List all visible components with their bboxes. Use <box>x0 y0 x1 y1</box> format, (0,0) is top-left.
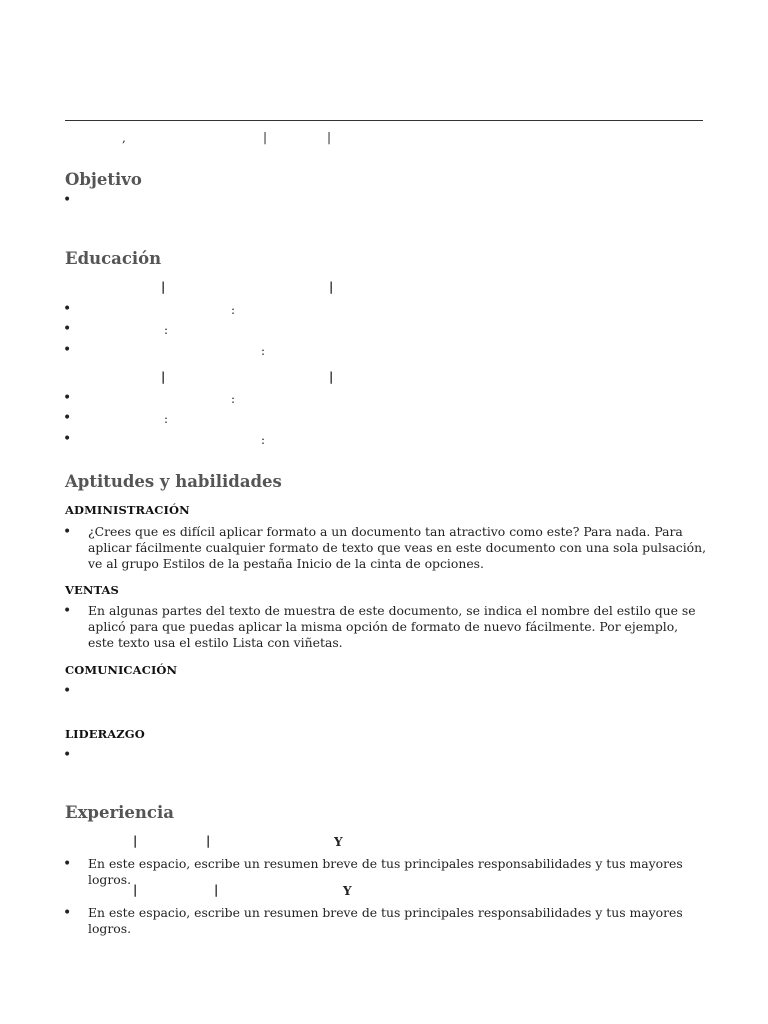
experience-marker-y: Y <box>343 884 352 898</box>
bullet-marker: • <box>63 856 72 872</box>
contact-comma: , <box>122 131 126 145</box>
skill-label-administracion: ADMINISTRACIÓN <box>65 503 190 517</box>
education-colon: : <box>231 303 236 317</box>
section-title-objetivo: Objetivo <box>65 170 142 189</box>
bullet-marker: • <box>63 192 72 208</box>
bullet-marker: • <box>63 301 72 317</box>
skill-label-comunicacion: COMUNICACIÓN <box>65 663 178 677</box>
bullet-marker: • <box>63 390 72 406</box>
experience-separator: | <box>133 883 138 897</box>
contact-separator: | <box>327 130 332 144</box>
experience-separator: | <box>214 883 219 897</box>
skill-text-administracion: ¿Crees que es difícil aplicar formato a un documento tan atractivo como este? Para nada. Para aplicar fácilmente cualquier formato de texto que veas en este documento con una sola pulsación, ve al grupo Estilos de la pestaña Inicio de la cinta de opciones. <box>88 524 707 571</box>
section-title-aptitudes: Aptitudes y habilidades <box>65 472 282 491</box>
bullet-marker: • <box>63 342 72 358</box>
bullet-marker: • <box>63 321 72 337</box>
experience-separator: | <box>206 834 211 848</box>
experience-separator: | <box>133 834 138 848</box>
section-title-educacion: Educación <box>65 249 162 268</box>
education-separator: | <box>329 370 334 384</box>
education-colon: : <box>231 392 236 406</box>
experience-summary: En este espacio, escribe un resumen breve de tus principales responsabilidades y tus mayores logros. <box>88 856 683 887</box>
education-colon: : <box>164 323 169 337</box>
bullet-marker: • <box>63 747 72 763</box>
contact-separator: | <box>263 130 268 144</box>
bullet-marker: • <box>63 905 72 921</box>
education-separator: | <box>329 280 334 294</box>
bullet-marker: • <box>63 603 72 619</box>
education-separator: | <box>161 280 166 294</box>
header-divider <box>65 120 703 121</box>
bullet-marker: • <box>63 410 72 426</box>
education-colon: : <box>164 412 169 426</box>
bullet-marker: • <box>63 524 72 540</box>
experience-summary: En este espacio, escribe un resumen breve de tus principales responsabilidades y tus mayores logros. <box>88 905 683 936</box>
section-title-experiencia: Experiencia <box>65 803 174 822</box>
experience-marker-y: Y <box>334 835 343 849</box>
skill-label-ventas: VENTAS <box>65 583 119 597</box>
education-colon: : <box>261 344 266 358</box>
education-colon: : <box>261 433 266 447</box>
skill-text-ventas: En algunas partes del texto de muestra de este documento, se indica el nombre del estilo que se aplicó para que puedas aplicar la misma opción de formato de nuevo fácilmente. Por ejemplo, este texto usa el estilo Lista con viñetas. <box>88 603 696 650</box>
education-separator: | <box>161 370 166 384</box>
bullet-marker: • <box>63 683 72 699</box>
skill-label-liderazgo: LIDERAZGO <box>65 727 145 741</box>
bullet-marker: • <box>63 431 72 447</box>
